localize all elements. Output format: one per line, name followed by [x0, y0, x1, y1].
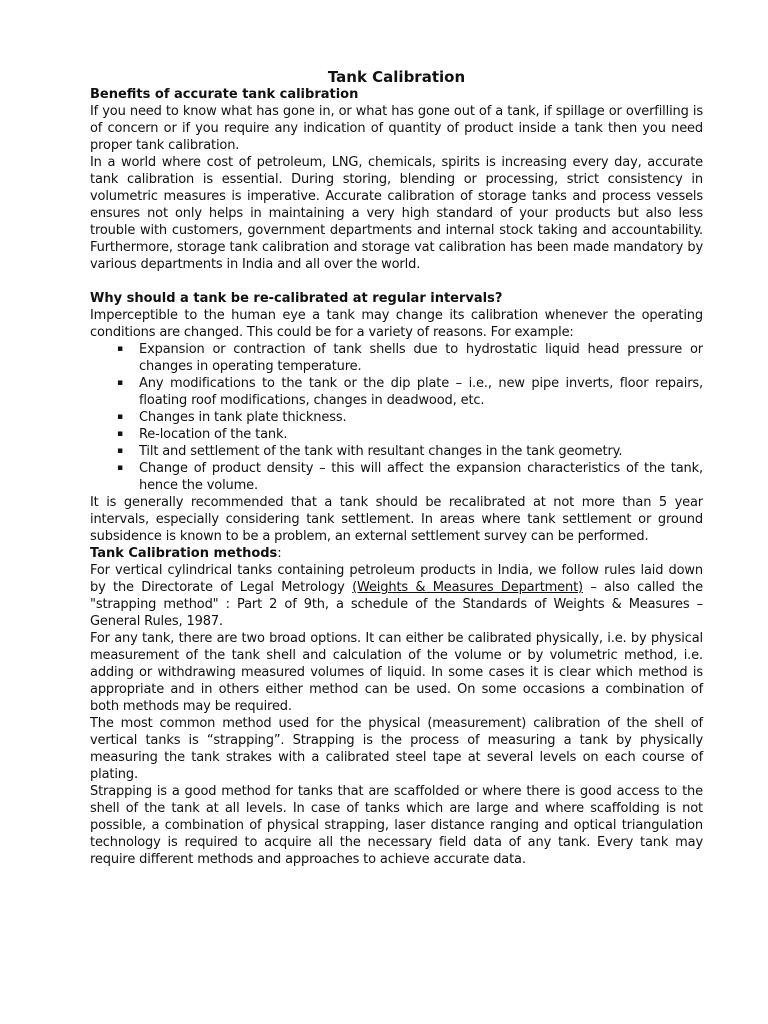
list-item: [115, 375, 703, 409]
list-item: [115, 426, 703, 443]
methods-heading-text: Tank Calibration methods: [90, 546, 278, 561]
section-spacer: [90, 273, 703, 290]
list-item: [115, 443, 703, 460]
list-item-text: Changes in tank plate thickness.: [139, 410, 347, 425]
list-item-text: Any modifications to the tank or the dip plate – i.e., new pipe inverts, floor repairs, floating roof modifications, changes in deadwood, etc.: [139, 376, 703, 408]
list-item-text: Re-location of the tank.: [139, 427, 288, 442]
bullet-icon: ▪: [117, 344, 123, 354]
list-item: [115, 341, 703, 375]
methods-p1-before: For vertical cylindrical tanks containing petroleum products in India, we follow rules laid down by the Directorate of Legal Metrology: [90, 563, 703, 595]
list-item: [115, 460, 703, 494]
recalibration-heading: Why should a tank be re-calibrated at regular intervals?: [90, 291, 503, 306]
bullet-icon: ▪: [117, 463, 123, 473]
methods-heading-colon: :: [277, 546, 282, 561]
methods-paragraph-4: Strapping is a good method for tanks that are scaffolded or where there is good access to the shell of the tank at all levels. In case of tanks which are large and where scaffolding is not possible, a combination of physical strapping, laser distance ranging and optical triangulation technology is required to acquire all the necessary field data of any tank. Every tank may require different methods and approaches to achieve accurate data.: [90, 784, 703, 867]
bullet-icon: ▪: [117, 429, 123, 439]
bullet-icon: ▪: [117, 446, 123, 456]
recalibration-intro: Imperceptible to the human eye a tank may change its calibration whenever the operating conditions are changed. This could be for a variety of reasons. For example:: [90, 308, 703, 340]
document-title: Tank Calibration: [327, 68, 466, 86]
recalibration-outro: It is generally recommended that a tank should be recalibrated at not more than 5 year intervals, especially considering tank settlement. In areas where tank settlement or ground subsidence is known to be a problem, an external settlement survey can be performed.: [90, 495, 703, 544]
list-item-text: Expansion or contraction of tank shells due to hydrostatic liquid head pressure or changes in operating temperature.: [139, 342, 703, 374]
methods-p1-after: – also called the "strapping method" : Part 2 of 9th, a schedule of the Standards of Weights & Measures – General Rules, 1987.: [90, 580, 703, 629]
list-item: [115, 409, 703, 426]
methods-paragraph-1: [90, 562, 703, 630]
list-item-text: Change of product density – this will affect the expansion characteristics of the tank, hence the volume.: [139, 461, 703, 493]
benefits-paragraph-2: In a world where cost of petroleum, LNG, chemicals, spirits is increasing every day, accurate tank calibration is essential. During storing, blending or processing, strict consistency in volumetric measures is imperative. Accurate calibration of storage tanks and process vessels ensures not only helps in maintaining a very high standard of your products but also less trouble with customers, government departments and internal stock taking and accountability. Furthermore, storage tank calibration and storage vat calibration has been made mandatory by various departments in India and all over the world.: [90, 155, 703, 272]
benefits-paragraph-1: If you need to know what has gone in, or what has gone out of a tank, if spillage or overfilling is of concern or if you require any indication of quantity of product inside a tank then you need proper tank calibration.: [90, 104, 703, 153]
bullet-icon: ▪: [117, 378, 123, 388]
methods-paragraph-3: The most common method used for the physical (measurement) calibration of the shell of vertical tanks is “strapping”. Strapping is the process of measuring a tank by physically measuring the tank strakes with a calibrated steel tape at several levels on each course of plating.: [90, 716, 703, 782]
weights-measures-link[interactable]: (Weights & Measures Department): [352, 580, 583, 595]
methods-paragraph-2: For any tank, there are two broad options. It can either be calibrated physically, i.e. by physical measurement of the tank shell and calculation of the volume or by volumetric method, i.e. adding or withdrawing measured volumes of liquid. In some cases it is clear which method is appropriate and in others either method can be used. On some occasions a combination of both methods may be required.: [90, 631, 703, 714]
reasons-list: [90, 341, 703, 494]
bullet-icon: ▪: [117, 412, 123, 422]
benefits-heading: Benefits of accurate tank calibration: [90, 87, 359, 102]
list-item-text: Tilt and settlement of the tank with resultant changes in the tank geometry.: [139, 444, 623, 459]
methods-heading: [90, 545, 703, 562]
